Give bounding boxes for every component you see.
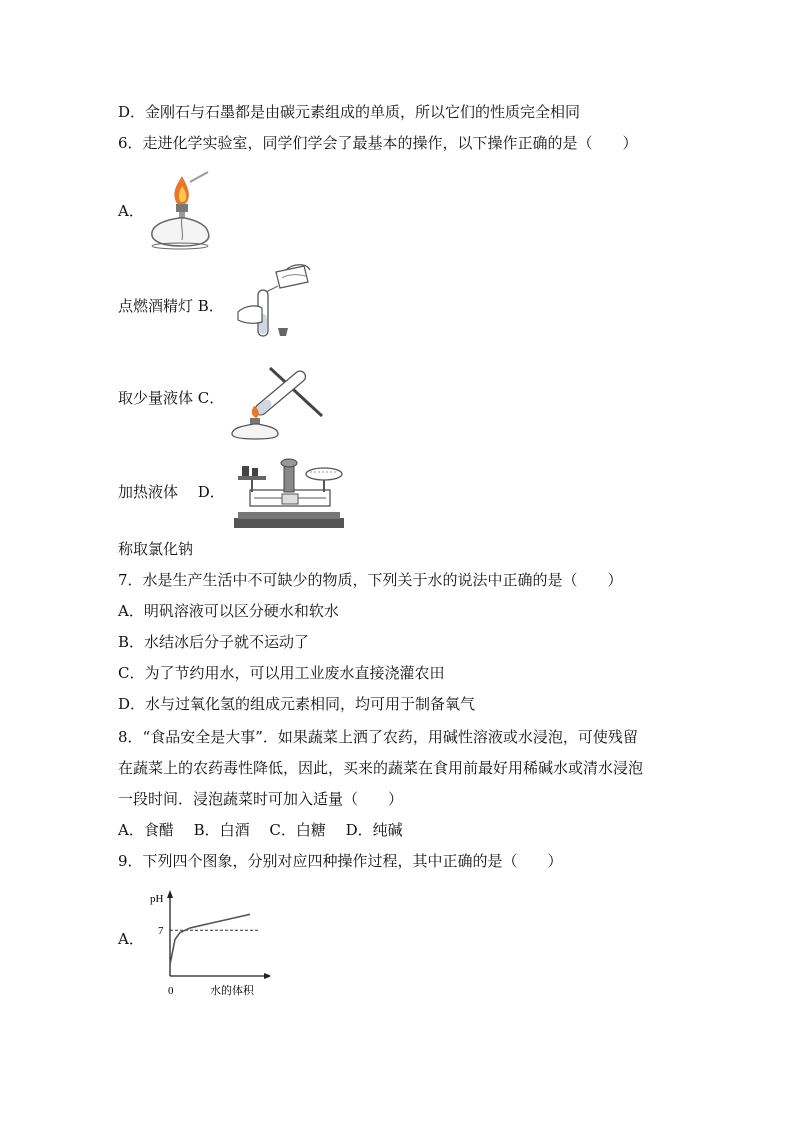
- q6-option-d-caption: 称取氯化钠: [118, 540, 194, 558]
- chart-x-origin: 0: [168, 985, 174, 997]
- q7-stem: 7．水是生产生活中不可缺少的物质，下列关于水的说法中正确的是（ ）: [118, 571, 623, 589]
- q6-stem: 6．走进化学实验室，同学们学会了最基本的操作，以下操作正确的是（ ）: [118, 134, 638, 152]
- q5-option-d: D．金刚石与石墨都是由碳元素组成的单质，所以它们的性质完全相同: [118, 103, 581, 121]
- q6-c-caption-d-letter: 加热液体 D．: [118, 483, 225, 501]
- q7-option-c: C．为了节约用水，可以用工业废水直接浇灌农田: [118, 664, 445, 682]
- test-tube-heating-icon: [230, 354, 326, 440]
- series-line-0: [170, 914, 250, 964]
- q8-options: A．食醋 B．白酒 C．白糖 D．纯碱: [118, 821, 403, 839]
- x-axis-arrow: [264, 973, 270, 979]
- y-axis-arrow: [167, 890, 173, 898]
- chart-ylabel: pH: [150, 893, 164, 905]
- q7-option-b: B．水结冰后分子就不运动了: [118, 633, 310, 651]
- q8-stem-line2: 在蔬菜上的农药毒性降低，因此，买来的蔬菜在食用前最好用稀碱水或清水浸泡: [118, 759, 644, 777]
- chart-xlabel: 水的体积: [210, 985, 254, 997]
- q6-b-caption-c-letter: 取少量液体 C．: [118, 389, 225, 407]
- q9-stem: 9．下列四个图象，分别对应四种操作过程，其中正确的是（ ）: [118, 852, 563, 870]
- q8-stem-line1: 8．“食品安全是大事”．如果蔬菜上洒了农药，用碱性溶液或水浸泡，可使残留: [118, 728, 638, 746]
- q9-option-a-letter: A．: [118, 930, 144, 948]
- chart-y-ref-label: 7: [158, 925, 164, 937]
- alcohol-lamp-icon: [146, 166, 212, 250]
- test-tube-pouring-icon: [228, 262, 314, 346]
- q8-stem-line3: 一段时间．浸泡蔬菜时可加入适量（ ）: [118, 790, 404, 808]
- q6-option-a-letter: A．: [118, 202, 144, 220]
- balance-scale-icon: [232, 452, 346, 532]
- q6-a-caption-b-letter: 点燃酒精灯 B．: [118, 297, 224, 315]
- ph-chart: [140, 884, 270, 1000]
- q7-option-d: D．水与过氧化氢的组成元素相同，均可用于制备氧气: [118, 695, 476, 713]
- q7-option-a: A．明矾溶液可以区分硬水和软水: [118, 602, 339, 620]
